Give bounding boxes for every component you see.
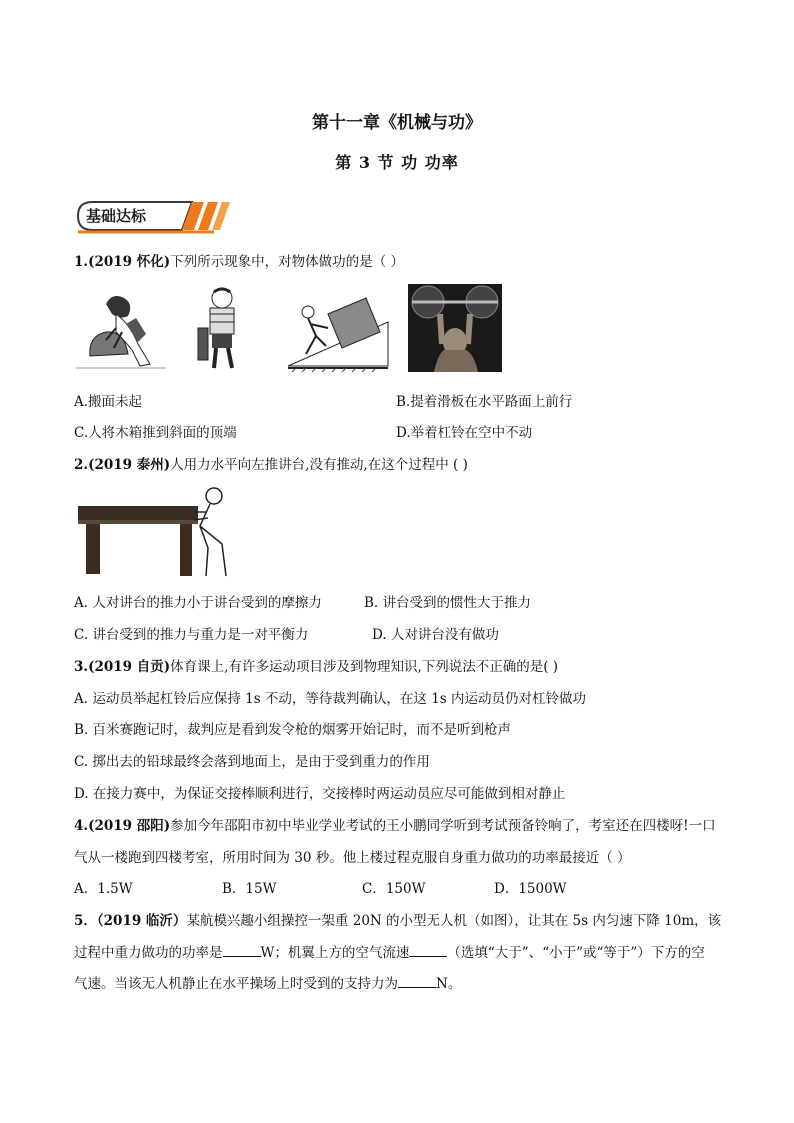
question-text: N。	[436, 976, 462, 992]
answer-blank-power[interactable]	[223, 944, 261, 957]
question-text: （选填“大于”、“小于”或“等于”）下方的空	[447, 945, 705, 961]
question-4-option-c: C．150W	[362, 881, 426, 897]
figure-person-pushing-podium	[76, 486, 248, 578]
answer-blank-support-force[interactable]	[398, 975, 436, 988]
question-2-option-b: B. 讲台受到的惯性大于推力	[364, 595, 532, 611]
question-text: 气速。当该无人机静止在水平操场上时受到的支持力为	[74, 976, 398, 992]
question-2-stem	[74, 453, 468, 473]
question-number: 3	[74, 659, 84, 675]
question-3-option-b: B. 百米赛跑记时，裁判应是看到发令枪的烟雾开始记时，而不是听到枪声	[74, 722, 512, 738]
question-source: .(2019 邵阳)	[83, 818, 171, 834]
section-banner	[74, 198, 234, 234]
question-source: .(2019 怀化)	[83, 254, 171, 270]
question-2-option-a: A. 人对讲台的推力小于讲台受到的摩擦力	[74, 595, 322, 611]
question-text: 参加今年邵阳市初中毕业学业考试的王小鹏同学听到考试预备铃响了，考室还在四楼呀!一口	[170, 818, 716, 834]
question-4-stem-line-2: 气从一楼跑到四楼考室，所用时间为 30 秒。他上楼过程克服自身重力做功的功率最接近（ ）	[74, 850, 631, 866]
question-4-option-a: A．1.5W	[74, 881, 133, 897]
question-text: 人用力水平向左推讲台,没有推动,在这个过程中 ( )	[170, 457, 468, 473]
question-5-line-3	[74, 972, 461, 992]
question-3-option-c: C. 掷出去的铅球最终会落到地面上，是由于受到重力的作用	[74, 754, 430, 770]
question-4-option-b: B．15W	[222, 881, 277, 897]
question-number: 1	[74, 254, 84, 270]
question-2-option-c: C. 讲台受到的推力与重力是一对平衡力	[74, 627, 309, 643]
question-5-line-1	[74, 909, 721, 929]
question-1-option-b: B.提着滑板在水平路面上前行	[396, 394, 573, 410]
figure-person-lifting-sack	[76, 284, 166, 372]
question-source: .(2019 泰州)	[83, 457, 171, 473]
question-source: .(2019 自贡)	[83, 659, 171, 675]
question-3-option-d: D. 在接力赛中，为保证交接棒顺利进行，交接棒时两运动员应尽可能做到相对静止	[74, 786, 566, 802]
answer-blank-speed[interactable]	[409, 944, 447, 957]
question-text: 下列所示现象中，对物体做功的是（ ）	[170, 254, 404, 270]
figure-boy-with-skateboard	[194, 284, 250, 372]
question-5-line-2	[74, 941, 705, 961]
question-4-stem-line-1	[74, 814, 716, 834]
question-1-option-c: C.人将木箱推到斜面的顶端	[74, 425, 237, 441]
question-2-option-d: D. 人对讲台没有做功	[372, 627, 499, 643]
question-source: ．（2019 临沂）	[83, 913, 187, 929]
question-4-option-d: D．1500W	[494, 881, 567, 897]
question-number: 2	[74, 457, 84, 473]
question-3-option-a: A. 运动员举起杠铃后应保持 1s 不动，等待裁判确认，在这 1s 内运动员仍对杠铃做功	[74, 691, 587, 707]
question-text: 体育课上,有许多运动项目涉及到物理知识,下列说法不正确的是( )	[170, 659, 559, 675]
banner-label: 基础达标	[86, 207, 147, 225]
section-title: 第 3 节 功 功率	[335, 153, 459, 172]
question-1-stem	[74, 250, 404, 270]
figure-pushing-box-up-slope	[286, 284, 390, 372]
question-number: 5	[74, 913, 84, 929]
figure-weightlifter-holding-barbell	[408, 284, 502, 372]
chapter-title: 第十一章《机械与功》	[312, 113, 482, 133]
question-1-option-a: A.搬面未起	[74, 394, 143, 410]
question-text: 某航模兴趣小组操控一架重 20N 的小型无人机（如图），让其在 5s 内匀速下降 10m，该	[186, 913, 722, 929]
question-3-stem	[74, 655, 558, 675]
question-number: 4	[74, 818, 84, 834]
question-text: W；机翼上方的空气流速	[260, 945, 410, 961]
question-text: 过程中重力做功的功率是	[74, 945, 223, 961]
question-1-option-d: D.举着杠铃在空中不动	[396, 425, 533, 441]
